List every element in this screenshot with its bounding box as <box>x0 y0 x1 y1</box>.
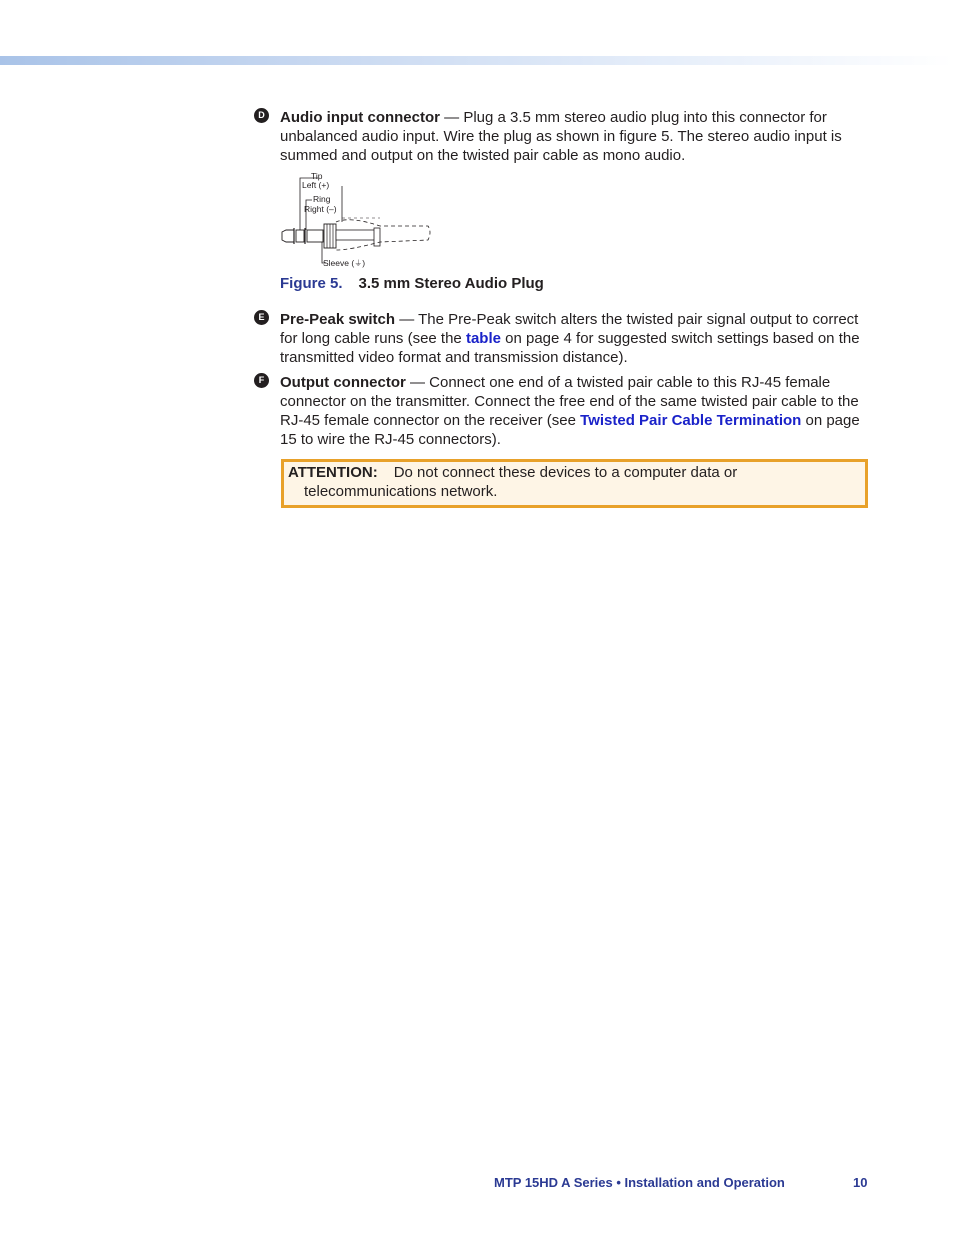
item-output-connector <box>258 373 870 449</box>
figure-number: Figure 5. <box>280 275 343 292</box>
marker-e-badge: E <box>254 310 269 325</box>
ring-label: Ring <box>313 194 331 204</box>
pre-peak-paragraph <box>280 310 870 367</box>
attention-line1: Do not connect these devices to a computer data or <box>393 464 738 481</box>
attention-label: ATTENTION: <box>288 464 378 481</box>
output-connector-text-before: — Connect one end of a twisted pair cable to this RJ-45 female connector on the transmitter. Connect the free end of the same twisted pair cable to the RJ-45 female connector on the receiver (see <box>280 374 859 429</box>
item-audio-input <box>258 108 870 165</box>
item-pre-peak <box>258 310 870 367</box>
ground-icon: ⏚ <box>354 259 363 268</box>
attention-line2: telecommunications network. <box>304 483 498 500</box>
pre-peak-text-before: — The Pre-Peak switch alters the twisted pair signal output to correct for long cable runs (see the <box>280 311 859 347</box>
output-connector-paragraph <box>280 373 870 449</box>
right-label: Right (–) <box>304 204 337 214</box>
attention-box <box>281 459 868 508</box>
output-connector-text-after: on page 15 to wire the RJ-45 connectors). <box>280 412 860 448</box>
audio-input-text: — Plug a 3.5 mm stereo audio plug into this connector for unbalanced audio input. Wire the plug as shown in figure 5. The stereo audio input is summed and output on the twisted pair cable as mono audio. <box>280 109 842 164</box>
tip-label: Tip <box>311 171 323 181</box>
pre-peak-term: Pre-Peak switch <box>280 311 396 328</box>
page-number: 10 <box>853 1175 868 1190</box>
sleeve-label: Sleeve (⏚) <box>323 258 366 268</box>
figure-title: 3.5 mm Stereo Audio Plug <box>358 275 544 292</box>
header-gradient-bar <box>0 56 954 65</box>
audio-input-term: Audio input connector <box>280 109 440 126</box>
marker-f-badge: F <box>254 373 269 388</box>
footer-title: MTP 15HD A Series • Installation and Operation <box>494 1175 785 1190</box>
marker-d-badge: D <box>254 108 269 123</box>
table-link[interactable]: table <box>465 330 501 347</box>
twisted-pair-link[interactable]: Twisted Pair Cable Termination <box>580 412 802 429</box>
stereo-plug-figure <box>280 170 440 270</box>
audio-input-paragraph <box>280 108 870 165</box>
pre-peak-text-after: on page 4 for suggested switch settings based on the transmitted video format and transmission distance). <box>280 330 860 366</box>
left-label: Left (+) <box>302 180 330 190</box>
output-connector-term: Output connector <box>280 374 406 391</box>
figure-caption <box>280 274 544 293</box>
